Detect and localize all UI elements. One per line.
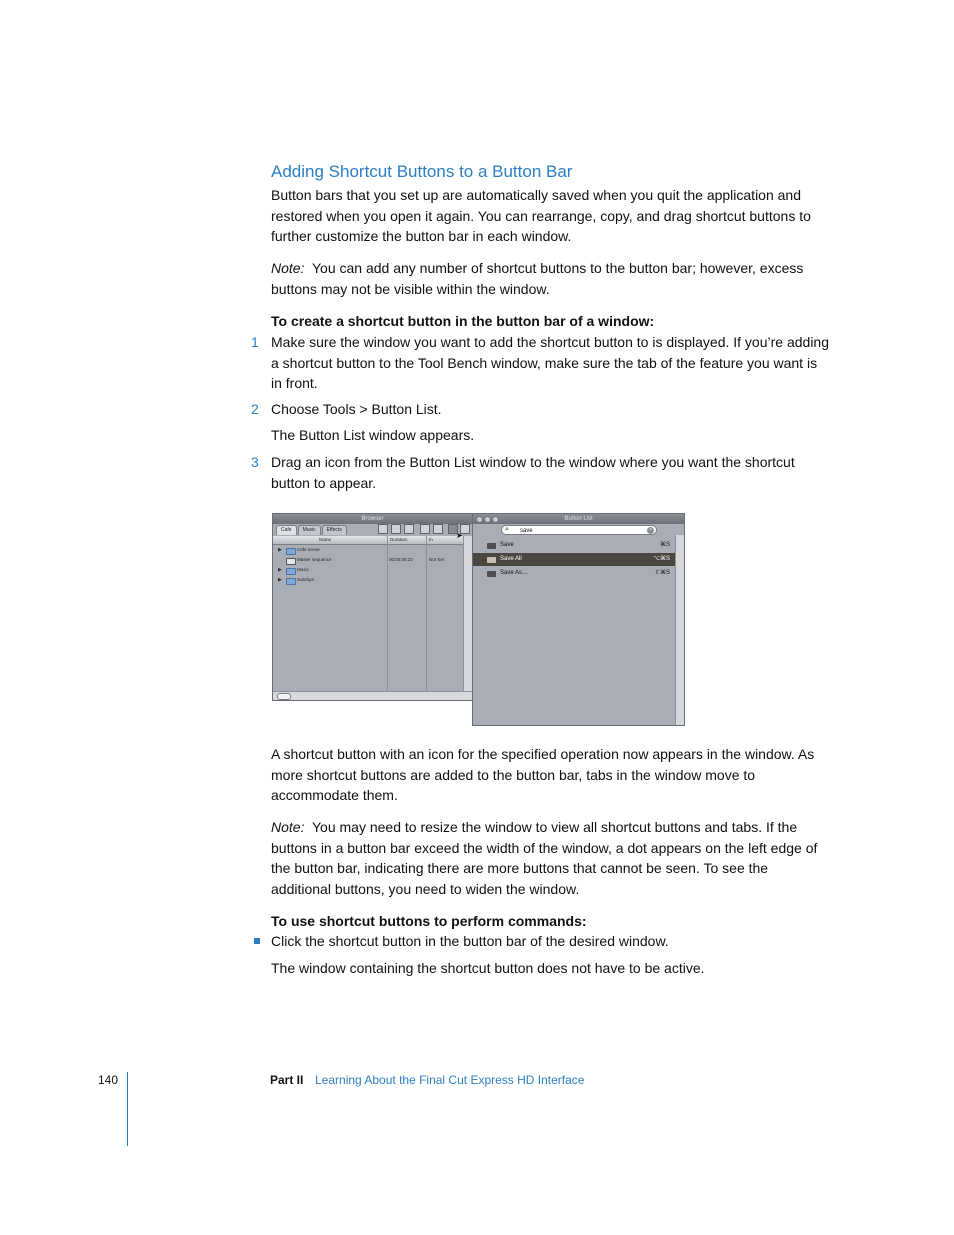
search-icon: ⌕ (505, 526, 509, 533)
sequence-icon (286, 558, 296, 565)
step-text-1: Make sure the window you want to add the shortcut button to is displayed. If you’re adding a shortcut button to the Tool Bench window, make sure the tab of the feature you want is in front. (271, 334, 829, 391)
bin-icon (286, 578, 296, 585)
zoom-window-icon[interactable] (492, 516, 499, 523)
note-label: Note: (271, 260, 305, 276)
note-label: Note: (271, 819, 305, 835)
scroll-thumb[interactable] (277, 693, 291, 700)
bullet-icon (254, 938, 260, 944)
tab-music[interactable]: Music (298, 525, 321, 535)
after-figure-paragraph: A shortcut button with an icon for the specified operation now appears in the window. As more shortcut buttons are added to the button bar, tabs in the window move to accommodate them. (271, 746, 815, 803)
vertical-scrollbar[interactable] (675, 535, 684, 725)
list-item-selected[interactable] (473, 553, 676, 566)
minimize-window-icon[interactable] (484, 516, 491, 523)
note-text: You can add any number of shortcut buttons to the button bar; however, excess buttons may not be visible within the window. (271, 260, 804, 297)
item-label: Save All (500, 556, 522, 562)
pointer-cursor-icon: ➤ (456, 531, 463, 540)
bin-icon (286, 548, 296, 555)
table-row[interactable] (273, 555, 464, 565)
button-list-window (472, 513, 685, 726)
intro-paragraph: Button bars that you set up are automatically saved when you quit the application and restored when you open it again. You can rearrange, copy, and drag shortcut buttons to further customize the button bar in each window. (271, 187, 811, 244)
step-2-result: The Button List window appears. (271, 427, 475, 443)
note-paragraph-2 (271, 817, 831, 899)
column-name[interactable]: Name (319, 537, 332, 542)
toolbar-button-4[interactable] (420, 524, 430, 534)
disclosure-triangle-icon[interactable]: ▶ (278, 567, 282, 573)
procedure-title-2: To use shortcut buttons to perform commands: (271, 913, 587, 929)
browser-tabs (276, 525, 347, 535)
column-duration[interactable]: Duration (390, 537, 408, 542)
footer-part: Part II (270, 1073, 304, 1087)
toolbar-button-3[interactable] (404, 524, 414, 534)
item-label: Save As… (500, 570, 529, 576)
item-shortcut: ⌘S (659, 542, 670, 548)
search-input[interactable] (501, 525, 657, 535)
table-row[interactable] (273, 575, 464, 585)
column-header (273, 536, 472, 545)
disclosure-triangle-icon[interactable]: ▶ (278, 547, 282, 553)
browser-titlebar: Browser (273, 514, 472, 524)
save-as-icon (487, 571, 496, 577)
item-label: Save (500, 542, 514, 548)
row-name: Cafe scene (297, 547, 320, 552)
footer-part-title: Learning About the Final Cut Express HD Interface (315, 1073, 585, 1087)
toolbar-button-5[interactable] (433, 524, 443, 534)
step-number-3: 3 (251, 454, 259, 470)
step-number-1: 1 (251, 334, 259, 350)
save-icon (487, 543, 496, 549)
browser-rows (273, 545, 464, 692)
vertical-scrollbar[interactable] (463, 536, 472, 692)
step-number-2: 2 (251, 401, 259, 417)
close-window-icon[interactable] (476, 516, 483, 523)
row-name: Music (297, 567, 309, 572)
row-name: Master sequence (297, 557, 332, 562)
table-row[interactable] (273, 545, 464, 555)
screenshot-figure (272, 513, 685, 726)
footer-divider (127, 1072, 128, 1146)
disclosure-triangle-icon[interactable]: ▶ (278, 577, 282, 583)
row-name: Subclips (297, 577, 315, 582)
button-list-titlebar: Button List (473, 514, 684, 524)
procedure-title: To create a shortcut button in the button bar of a window: (271, 313, 655, 329)
step-text-3: Drag an icon from the Button List window to the window where you want the shortcut button to appear. (271, 454, 795, 491)
clear-search-icon[interactable]: × (647, 527, 654, 534)
browser-window (272, 513, 473, 701)
search-value: save (520, 528, 533, 534)
note-text: You may need to resize the window to view all shortcut buttons and tabs. If the buttons in a button bar exceed the width of the window, a dot appears on the left edge of the button bar, indicating there are more buttons that cannot be seen. To see the additional buttons, you need to widen the window. (271, 819, 818, 897)
toolbar-button-2[interactable] (391, 524, 401, 534)
bullet-text: Click the shortcut button in the button bar of the desired window. (271, 933, 669, 949)
column-in[interactable]: In (429, 537, 433, 542)
bullet-result: The window containing the shortcut button does not have to be active. (271, 960, 705, 976)
list-item[interactable] (473, 539, 676, 552)
list-item[interactable] (473, 567, 676, 580)
tab-effects[interactable]: Effects (322, 525, 347, 535)
section-heading: Adding Shortcut Buttons to a Button Bar (271, 162, 573, 181)
toolbar-button-1[interactable] (378, 524, 388, 534)
row-in: Not Set (429, 557, 445, 562)
item-shortcut: ⇧⌘S (654, 570, 670, 576)
page-number: 140 (98, 1073, 119, 1087)
row-duration: 00:00:26:22 (389, 557, 413, 562)
table-row[interactable] (273, 565, 464, 575)
note-paragraph-1 (271, 258, 831, 299)
step-text-2: Choose Tools > Button List. (271, 401, 442, 417)
bin-icon (286, 568, 296, 575)
horizontal-scrollbar[interactable] (273, 691, 472, 700)
save-all-icon (487, 557, 496, 563)
item-shortcut: ⌥⌘S (653, 556, 670, 562)
tab-cafe[interactable]: Cafe (276, 525, 297, 535)
